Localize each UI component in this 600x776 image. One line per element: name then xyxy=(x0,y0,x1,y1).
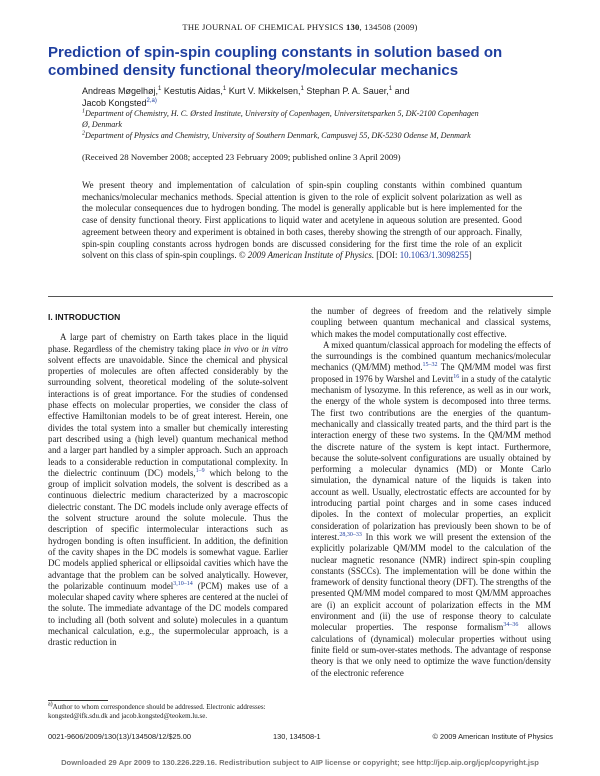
abstract-copyright: © 2009 American Institute of Physics. xyxy=(238,250,375,261)
section-heading: I. INTRODUCTION xyxy=(48,312,121,322)
text-run: or xyxy=(248,343,262,354)
journal-volume: 130 xyxy=(345,22,360,32)
doi-suffix: ] xyxy=(468,250,472,261)
footer-page: 130, 134508-1 xyxy=(273,732,321,741)
received-dates: (Received 28 November 2008; accepted 23 February 2009; published online 3 April 2009) xyxy=(82,152,401,162)
footer-issn: 0021-9606/2009/130(13)/134508/12/$25.00 xyxy=(48,732,192,741)
footnote xyxy=(48,703,288,721)
author-2: Kestutis Aidas, xyxy=(161,86,223,96)
text-run: in a study of the catalytic mechanism of lysozyme. In this reference, as well as in our work, the energy of the whole system is decomposed into three terms. The first two contributions are the energies of the quantum-mechanically and classically treated parts, and the third part is the interaction energy of these two systems. In the QM/MM method the discrete nature of the system is kept intact. Furthermore, because the solute-solvent configurations are usually obtained by performing a molecular dynamics (MD) or Monte Carlo simulation, the dynamical nature of the liquids is taken into account as well. Usually, electrostatic effects are accounted for by introducing partial point charges and in some cases induced dipoles. In the context of molecular properties, an explicit consideration of polarization has previously been shown to be of interest. xyxy=(311,373,551,542)
footnote-mark: a) xyxy=(48,701,53,708)
intro-paragraph-2 xyxy=(311,340,551,679)
left-column xyxy=(48,306,288,649)
journal-header: THE JOURNAL OF CHEMICAL PHYSICS 130, 134508 (2009) xyxy=(182,22,418,32)
author-5-mark[interactable]: 2,a) xyxy=(146,98,157,104)
intro-paragraph-1-cont: the number of degrees of freedom and the relatively simple coupling between quantum mechanical and classical systems, which makes the model computationally cost effective. xyxy=(311,306,551,339)
citation-link[interactable]: 16 xyxy=(453,373,460,380)
citation-link[interactable]: 15–32 xyxy=(422,362,438,369)
author-3: Kurt V. Mikkelsen, xyxy=(226,86,301,96)
right-column xyxy=(311,306,551,679)
affiliations xyxy=(82,109,482,143)
article-number: 134508 (2009) xyxy=(364,22,418,32)
text-run: which belong to the group of implicit solvation models, the solvent is described as a continuous dielectric medium characterized by a macroscopic dielectric constant. The DC models include only average effects of the solvent structure around the solute molecule. Thus the description of specific intermolecular interactions such as hydrogen bonding is often insufficient. In addition, the definition of the cavity shapes in the DC models is somewhat vague. Earlier DC models applied spherical or ellipsoidal cavities which have the advantage that the problem can be solved analytically. However, the polarizable continuum model xyxy=(48,467,288,591)
author-list xyxy=(82,85,482,109)
abstract-text: We present theory and implementation of calculation of spin-spin coupling constants within combined quantum mechanics/molecular mechanics methods. Special attention is given to the role of explicit solvent polarization as well as the molecular consequences due to hydrogen bonding. The model is generally applicable but is here implemented for the case of density functional theory. First applications to liquid water and acetylene in aqueous solution are presented. Good agreement between theory and experiment is obtained in both cases, thereby showing the strength of our approach. Finally, spin-spin coupling constants across hydrogen bonds are discussed considering for the first time the role of an explicit solvent on this class of spin-spin couplings. xyxy=(82,180,522,261)
affiliation-1-mark: 1 xyxy=(82,108,85,115)
affiliation-2 xyxy=(82,131,482,142)
journal-name: THE JOURNAL OF CHEMICAL PHYSICS xyxy=(182,22,344,32)
author-and: and xyxy=(392,86,410,96)
author-4-mark: 1 xyxy=(388,86,393,92)
author-4: Stephan P. A. Sauer, xyxy=(303,86,389,96)
abstract xyxy=(82,180,522,262)
text-run: allows calculations of (dynamical) molecular properties without using finite field or sum-over-states methods. The advantage of response theory is that we only need to optimize the wave function/density of the electronic reference xyxy=(311,622,552,678)
author-1: Andreas Møgelhøj, xyxy=(82,86,159,96)
affiliation-2-mark: 2 xyxy=(82,130,85,137)
footnote-text: Author to whom correspondence should be addressed. Electronic addresses: kongsted@ifk.sdu.dk and jacob.kongsted@teokem.lu.se. xyxy=(48,703,266,720)
text-run: A mixed quantum/classical approach for modeling the effects of the surroundings is the combined quantum mechanics/molecular mechanics (QM/MM) method. xyxy=(311,339,551,373)
citation-link[interactable]: 28,30–33 xyxy=(339,531,362,538)
intro-paragraph-1 xyxy=(48,332,288,648)
text-run: solvent effects are unavoidable. Since the chemical and physical properties of molecules are often affected considerably by the surrounding solvent, theoretical modeling of the solute-solvent interactions is of great importance. For the studies of condensed phase effects on molecular properties, we consider the class of effective Hamiltonian models to be of great interest. Herein, one divides the total system into a smaller but chemically interesting part described using a (high level) quantum mechanical method and a larger part handled by a simpler approach. Such an approach leads to a considerable reduction in computational complexity. In the dielectric continuum (DC) models, xyxy=(48,354,288,478)
text-italic: in vivo xyxy=(223,343,249,354)
author-2-mark: 1 xyxy=(222,86,227,92)
footer-copyright: © 2009 American Institute of Physics xyxy=(432,732,553,741)
citation-link[interactable]: 1–9 xyxy=(195,467,205,474)
doi-prefix: [DOI: xyxy=(374,250,400,261)
author-5: Jacob Kongsted xyxy=(82,98,147,108)
citation-link[interactable]: 34–36 xyxy=(503,622,519,629)
footnote-divider xyxy=(48,700,108,701)
text-run: (PCM) makes use of a molecular shaped cavity where spheres are centered at the nuclei of the solute. The immediate advantage of the DC models compared to including all (both solvent and solute) molecules in a quantum mechanical calculation, e.g., the supermolecular approach, is a drastic reduction in xyxy=(48,580,288,648)
citation-link[interactable]: 3,10–14 xyxy=(173,580,193,587)
text-run: The QM/MM model was first proposed in 1976 by Warshel and Levitt xyxy=(311,362,551,384)
text-run: A large part of chemistry on Earth takes place in the liquid phase. Regardless of the chemistry taking place xyxy=(48,332,288,354)
text-run: In this work we will present the extension of the explicitly polarizable QM/MM model to the calculation of the nuclear magnetic resonance (NMR) indirect spin-spin coupling constants (SSCCs). The implementation will be done within the framework of density functional theory (DFT). The strengths of the presented QM/MM model compared to most QM/MM approaches are (i) an explicit account of polarization effects in the MM environment and (ii) the use of response theory to calculate molecular properties. The response formalism xyxy=(311,531,551,633)
author-1-mark: 1 xyxy=(158,86,162,92)
author-3-mark: 1 xyxy=(300,86,304,92)
affiliation-1 xyxy=(82,109,482,130)
doi-link[interactable]: 10.1063/1.3098255 xyxy=(399,250,469,261)
text-italic: in vitro xyxy=(261,343,288,354)
affiliation-2-text: Department of Physics and Chemistry, University of Southern Denmark, Campusvej 55, DK-5230 Odense M, Denmark xyxy=(85,131,471,141)
abstract-divider xyxy=(48,296,553,297)
paper-title: Prediction of spin-spin coupling constants in solution based on combined density functional theory/molecular mechanics xyxy=(48,44,503,79)
download-notice: Downloaded 29 Apr 2009 to 130.226.229.16. Redistribution subject to AIP license or copyright; see http://jcp.aip.org/jcp/copyright.jsp xyxy=(61,758,539,767)
affiliation-1-text: Department of Chemistry, H. C. Ørsted Institute, University of Copenhagen, Universitetsparken 5, DK-2100 Copenhagen Ø, Denmark xyxy=(82,109,479,129)
